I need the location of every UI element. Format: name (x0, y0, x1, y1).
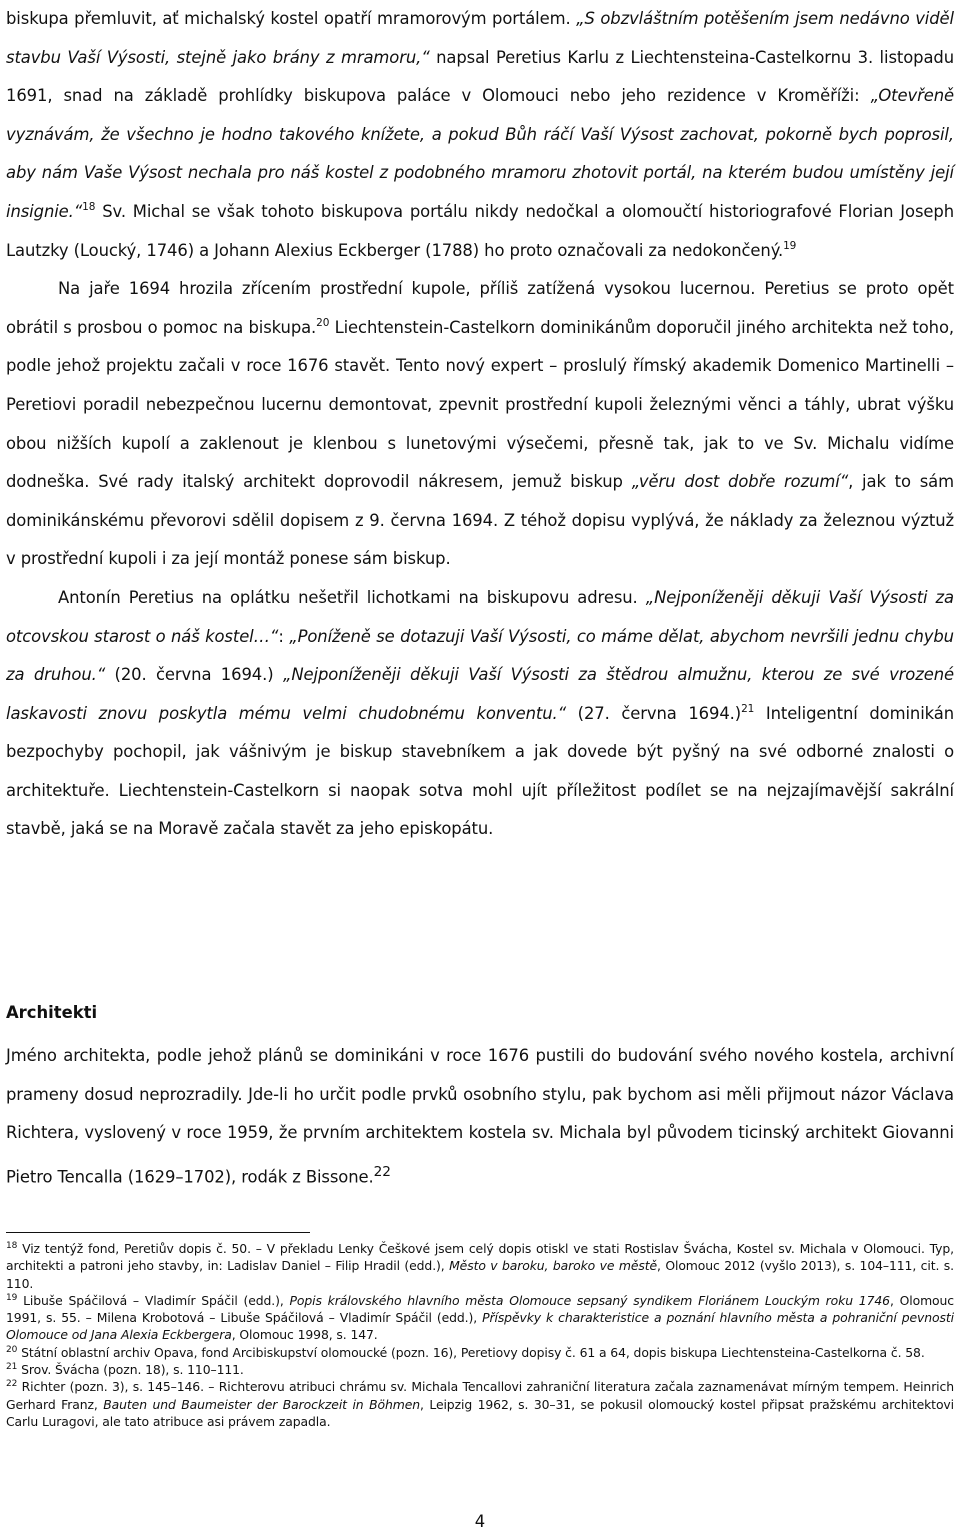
text-run: Liechtenstein-Castelkorn dominikánům doporučil jiného architekta než toho, podle jehož projektu začali v roce 1676 stavět. Tento nový expert – proslulý římský akademik Domenico Martinelli – Peretiovi poradil nebezpečnou lucernu demontovat, zpevnit prostřední kupoli železnými věnci a táhly, ubrat výšku obou nižších kupolí a zaklenout je klenbou s lunetovými výsečemi, přesně tak, jak to ve Sv. Michalu vidíme dodneška. Své rady italský architekt doprovodil nákresem, jemuž biskup (6, 317, 954, 492)
section-paragraph-1 (6, 1037, 954, 1196)
body-paragraph-3 (6, 579, 954, 849)
italic-text: Město v baroku, baroko ve městě (449, 1258, 658, 1274)
body-paragraph-1 (6, 0, 954, 270)
text-run: , Leipzig 1962, s. 30–31, se pokusil olomoucký kostel připsat pražskému architektovi Carlu Luragovi, ale tato atribuce asi právem zapadla. (6, 1396, 954, 1429)
text-run: Státní oblastní archiv Opava, fond Arcibiskupství olomoucké (pozn. 16), Peretiovy dopisy č. 61 a 64, dopis biskupa Liechtensteina-Castelkorna č. 58. (17, 1344, 925, 1360)
text-run: napsal Peretius Karlu z Liechtensteina-Castelkornu 3. listopadu 1691, snad na základě prohlídky biskupova paláce v Olomouci nebo jeho rezidence v Kroměříži: (6, 47, 954, 106)
footnote-18 (6, 1240, 954, 1292)
page-number: 4 (474, 1512, 486, 1531)
footnote-ref: 21 (6, 1362, 18, 1373)
text-run: (27. června 1694.) (566, 703, 742, 723)
text-run: Inteligentní dominikán bezpochyby pochopil, jak vášnivým je biskup stavebníkem a jak dovede být pyšný na své odborné znalosti o architektuře. Liechtenstein-Castelkorn si naopak sotva mohl ujít příležitost podílet se na nejzajímavější sakrální stavbě, jaká se na Moravě začala stavět za jeho episkopátu. (6, 703, 954, 839)
text-run: Viz tentýž fond, Peretiův dopis č. 50. – V překladu Lenky Češkové jsem celý dopis otiskl ve stati Rostislav Švácha, Kostel sv. Michala v Olomouci. Typ, architekti a patroni jeho stavby, in: Ladislav Daniel – Filip Hradil (edd.), (6, 1241, 954, 1274)
text-run: Antonín Peretius na oplátku nešetřil lichotkami na biskupovu adresu. (58, 587, 646, 607)
footnote-ref: 20 (6, 1344, 18, 1355)
italic-text: „Otevřeně vyznávám, že všechno je hodno takového knížete, a pokud Bůh ráčí Vaší Výsost zachovat, pokorně bych poprosil, aby nám Vaše Výsost nechala pro náš kostel z podobného mramoru zhotovit portál, na kterém budou umístěny její insignie.“ (6, 86, 954, 221)
text-run: Sv. Michal se však tohoto biskupova portálu nikdy nedočkal a olomoučtí historiografové Florian Joseph Lautzky (Loucký, 1746) a Johann Alexius Eckberger (1788) ho proto označovali za nedokončený. (6, 201, 954, 260)
footnote-21 (6, 1361, 954, 1378)
text-run: , Olomouc 2012 (vyšlo 2013), s. 104–111, cit. s. 110. (6, 1258, 954, 1291)
italic-text: „S obzvláštním potěšením jsem nedávno viděl stavbu Vaší Výsosti, stejně jako brány z mramoru,“ (6, 9, 954, 67)
text-run: , Olomouc 1998, s. 147. (231, 1327, 378, 1343)
footnote-ref: 18 (82, 200, 96, 213)
footnote-22 (6, 1378, 954, 1430)
footnote-ref: 20 (316, 316, 330, 329)
italic-text: Bauten und Baumeister der Barockzeit in Böhmen (103, 1396, 420, 1412)
text-run: Richter (pozn. 3), s. 145–146. – Richterovu atribuci chrámu sv. Michala Tencallovi zahraniční literatura začala zaznamenávat mírným tempem. Heinrich Gerhard Franz, (6, 1379, 954, 1412)
footnote-20 (6, 1344, 954, 1361)
italic-text: „Nejponíženěji děkuji Vaší Výsosti za štědrou almužnu, kterou ze své vrozené laskavosti znovu poskytla mému velmi chudobnému konventu.“ (6, 665, 954, 723)
section-text (6, 1037, 954, 1196)
italic-text: Popis královského hlavního města Olomouce sepsaný syndikem Floriánem Louckým roku 1746 (289, 1292, 890, 1308)
section-heading: Architekti (6, 1003, 98, 1022)
text-run: Jméno architekta, podle jehož plánů se dominikáni v roce 1676 pustili do budování svého nového kostela, archivní prameny dosud neprozradily. Jde-li ho určit podle prvků osobního stylu, pak bychom asi měli přijmout názor Václava Richtera, vyslovený v roce 1959, že prvním architektem kostela sv. Michala byl původem ticinský architekt Giovanni Pietro Tencalla (1629–1702), rodák z Bissone. (6, 1046, 954, 1186)
footnote-ref: 19 (6, 1292, 18, 1303)
footnotes (6, 1240, 954, 1430)
italic-text: „Nejponíženěji děkuji Vaší Výsosti za otcovskou starost o náš kostel…“ (6, 587, 954, 646)
text-run: , Olomouc 1991, s. 55. – Milena Krobotová – Libuše Spáčilová – Vladimír Spáčil (edd.), (6, 1292, 954, 1326)
text-run: Libuše Spáčilová – Vladimír Spáčil (edd.), (17, 1292, 290, 1308)
footnote-ref: 22 (373, 1163, 391, 1180)
text-run: (20. června 1694.) (105, 665, 283, 685)
text-run: biskupa přemluvit, ať michalský kostel opatří mramorovým portálem. (6, 9, 577, 28)
body-paragraph-2 (6, 270, 954, 579)
footnote-19 (6, 1292, 954, 1344)
footnote-ref: 22 (6, 1379, 18, 1390)
italic-text: „věru dost dobře rozumí“ (631, 472, 849, 492)
italic-text: Příspěvky k charakteristice a poznání hlavního města a pohraniční pevnosti Olomouce od Jana Alexia Eckbergera (6, 1310, 954, 1343)
text-run: Srov. Švácha (pozn. 18), s. 110–111. (17, 1362, 244, 1378)
footnote-ref: 19 (783, 239, 797, 252)
footnote-ref: 21 (741, 702, 755, 715)
text-run: : (278, 626, 290, 646)
footnote-ref: 18 (6, 1241, 18, 1251)
text-run: , jak to sám dominikánskému převorovi sdělil dopisem z 9. června 1694. Z téhož dopisu vyplývá, že náklady za železnou výztuž v prostřední kupoli i za její montáž ponese sám biskup. (6, 472, 954, 569)
footnote-separator (6, 1232, 310, 1233)
body-text (6, 0, 954, 849)
italic-text: „Poníženě se dotazuji Vaší Výsosti, co máme dělat, abychom nevršili jednu chybu za druhou.“ (6, 626, 954, 685)
text-run: Na jaře 1694 hrozila zřícením prostřední kupole, příliš zatížená vysokou lucernou. Peretius se proto opět obrátil s prosbou o pomoc na biskupa. (6, 279, 954, 337)
